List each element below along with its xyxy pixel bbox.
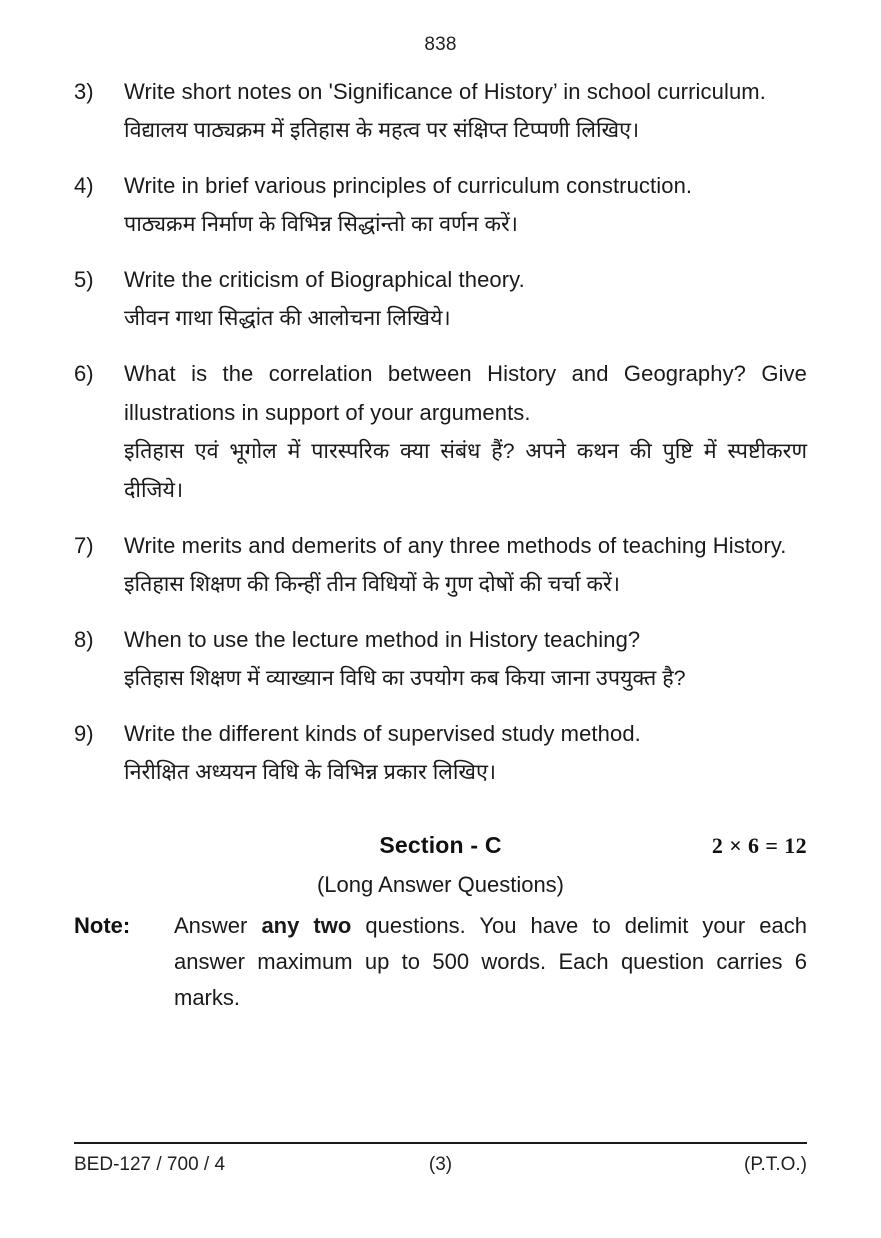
page-header-number: 838	[424, 34, 457, 55]
question-text-hindi: पाठ्यक्रम निर्माण के विभिन्न सिद्धांन्तो का वर्णन करें।	[124, 212, 518, 236]
question-number: 4)	[74, 173, 94, 198]
question-item	[74, 260, 807, 338]
footer-row	[74, 1154, 807, 1180]
question-number: 6)	[74, 361, 94, 386]
footer-page-number: (3)	[428, 1154, 453, 1175]
note-label: Note:	[74, 913, 131, 938]
question-number: 3)	[74, 79, 94, 104]
question-content	[124, 72, 807, 150]
question-content	[124, 526, 807, 604]
question-text-english: Write the criticism of Biographical theory.	[124, 267, 525, 292]
question-text-english: Write merits and demerits of any three methods of teaching History.	[124, 533, 787, 558]
question-text-hindi: विद्यालय पाठ्यक्रम में इतिहास के महत्व पर संक्षिप्त टिप्पणी लिखिए।	[124, 118, 640, 142]
question-text-hindi: जीवन गाथा सिद्धांत की आलोचना लिखिये।	[124, 306, 451, 330]
question-text-english: Write in brief various principles of curriculum construction.	[124, 173, 693, 198]
question-number: 5)	[74, 267, 94, 292]
note-text-part2: questions. You have to delimit your each answer maximum up to 500 words. Each question carries 6 marks.	[174, 913, 807, 1010]
question-content	[124, 166, 807, 244]
question-text-english: Write short notes on 'Significance of History’ in school curriculum.	[124, 79, 766, 104]
question-item	[74, 166, 807, 244]
question-content	[124, 260, 807, 338]
question-number: 9)	[74, 721, 94, 746]
question-item	[74, 620, 807, 698]
footer-pto-label: (P.T.O.)	[744, 1154, 807, 1175]
section-title: Section - C	[379, 832, 502, 858]
question-number: 7)	[74, 533, 94, 558]
section-note	[74, 908, 807, 1016]
note-text	[174, 908, 807, 1016]
question-text-hindi: इतिहास एवं भूगोल में पारस्परिक क्या संबंध हैं? अपने कथन की पुष्टि में स्पष्टीकरण दीजिये।	[124, 439, 807, 502]
note-text-part1: Answer	[174, 913, 262, 938]
question-text-hindi: इतिहास शिक्षण में व्याख्यान विधि का उपयोग कब किया जाना उपयुक्त है?	[124, 666, 686, 690]
section-header-row	[74, 832, 807, 866]
question-item	[74, 72, 807, 150]
question-text-english: What is the correlation between History and Geography? Give illustrations in support of your arguments.	[124, 361, 807, 425]
question-text-english: Write the different kinds of supervised study method.	[124, 721, 641, 746]
footer-paper-code: BED-127 / 700 / 4	[74, 1154, 226, 1175]
question-content	[124, 620, 807, 698]
question-content	[124, 714, 807, 792]
question-item	[74, 354, 807, 510]
section-subtitle: (Long Answer Questions)	[316, 872, 565, 897]
question-number: 8)	[74, 627, 94, 652]
question-item	[74, 526, 807, 604]
question-content	[124, 354, 807, 510]
note-text-emphasis: any two	[261, 913, 352, 938]
page-footer	[74, 1142, 807, 1180]
question-item	[74, 714, 807, 792]
footer-divider	[74, 1142, 807, 1144]
question-text-hindi: इतिहास शिक्षण की किन्हीं तीन विधियों के गुण दोषों की चर्चा करें।	[124, 572, 620, 596]
section-marks: 2 × 6 = 12	[711, 833, 807, 858]
question-text-hindi: निरीक्षित अध्ययन विधि के विभिन्न प्रकार लिखिए।	[124, 760, 497, 784]
question-text-english: When to use the lecture method in History teaching?	[124, 627, 641, 652]
